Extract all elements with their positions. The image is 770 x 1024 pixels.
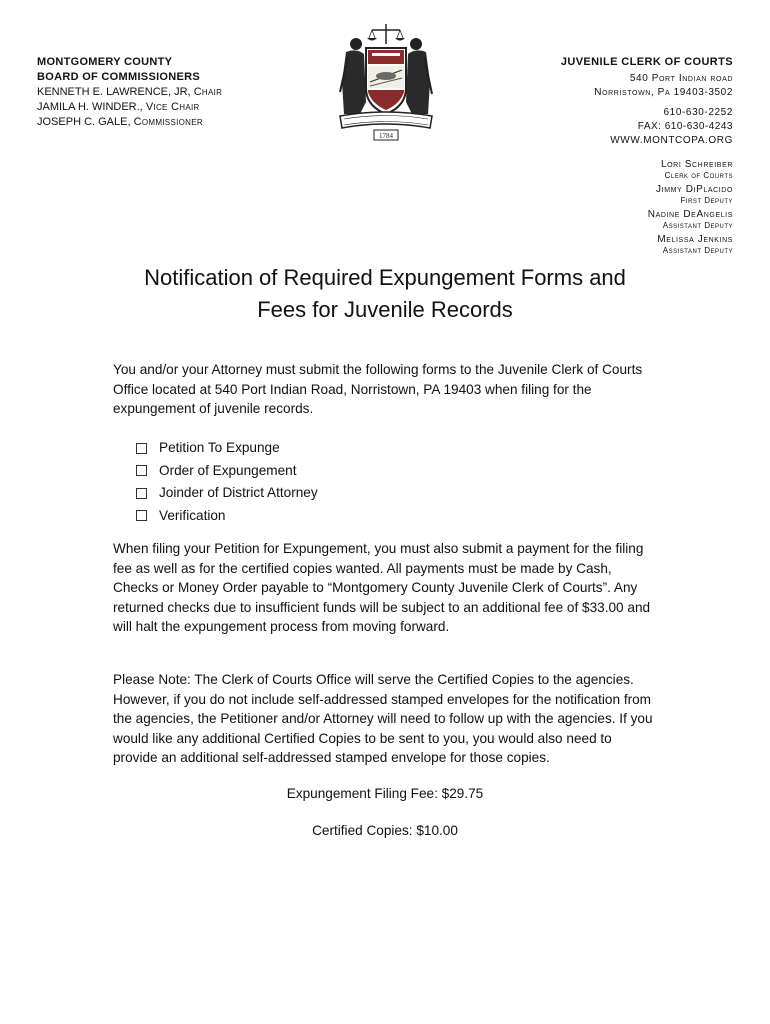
office-address-line1: 540 Port Indian road — [629, 73, 733, 84]
note-paragraph: Please Note: The Clerk of Courts Office will serve the Certified Copies to the agencies. However, if you do not include self-addressed stamped envelopes for the notification from the agencies, the Petitioner and/or Attorney will need to follow up with the agencies. If you would like any additional Certified Copies to be sent to you, you would also need to provide an additional self-addressed stamped envelope for those copies. — [113, 672, 653, 765]
staff-role: Assistant Deputy — [662, 246, 733, 255]
checkbox-icon — [136, 443, 147, 454]
staff-name: Jimmy DiPlacido — [656, 184, 733, 195]
board-member: KENNETH E. LAWRENCE, JR, Chair — [37, 86, 223, 98]
document-title: Notification of Required Expungement Forms and Fees for Juvenile Records — [144, 265, 626, 322]
forms-checklist — [136, 437, 318, 527]
filing-fee: Expungement Filing Fee: $29.75 — [286, 786, 484, 801]
staff-name: Melissa Jenkins — [657, 234, 733, 245]
office-website: WWW.MONTCOPA.ORG — [610, 135, 733, 146]
board-name: BOARD OF COMMISSIONERS — [37, 71, 201, 83]
checkbox-icon — [136, 488, 147, 499]
list-item: Verification — [136, 505, 318, 528]
list-item: Joinder of District Attorney — [136, 482, 318, 505]
staff-name: Nadine DeAngelis — [647, 209, 733, 220]
office-address-line2: Norristown, Pa 19403-3502 — [594, 87, 733, 98]
checkbox-icon — [136, 510, 147, 521]
office-title: JUVENILE CLERK OF COURTS — [560, 56, 733, 68]
office-fax: FAX: 610-630-4243 — [637, 121, 733, 132]
county-seal-icon — [336, 22, 436, 144]
list-item: Order of Expungement — [136, 460, 318, 483]
board-header — [37, 55, 222, 130]
board-member: JOSEPH C. GALE, Commissioner — [37, 116, 203, 128]
intro-paragraph: You and/or your Attorney must submit the following forms to the Juvenile Clerk of Courts Office located at 540 Port Indian Road, Norristown, PA 19403 when filing for the expungement of juvenile records. — [113, 362, 643, 416]
certified-copies-fee: Certified Copies: $10.00 — [312, 823, 458, 838]
office-header — [561, 55, 733, 256]
payment-paragraph: When filing your Petition for Expungement, you must also submit a payment for the filing fee as well as for the certified copies wanted. All payments must be made by Cash, Checks or Money Order payable to “Montgomery County Juvenile Clerk of Courts”. Any returned checks due to insufficient funds will be subject to an additional fee of $33.00 and will halt the expungement process from moving forward. — [113, 541, 651, 634]
board-member: JAMILA H. WINDER., Vice Chair — [37, 101, 200, 113]
seal-year: 1784 — [379, 132, 393, 140]
county-name: MONTGOMERY COUNTY — [37, 56, 173, 68]
staff-role: First Deputy — [680, 196, 733, 205]
office-phone: 610-630-2252 — [663, 107, 733, 118]
staff-role: Assistant Deputy — [662, 221, 733, 230]
staff-role: Clerk of Courts — [664, 171, 733, 180]
staff-name: Lori Schreiber — [660, 159, 733, 170]
checkbox-icon — [136, 465, 147, 476]
list-item: Petition To Expunge — [136, 437, 318, 460]
